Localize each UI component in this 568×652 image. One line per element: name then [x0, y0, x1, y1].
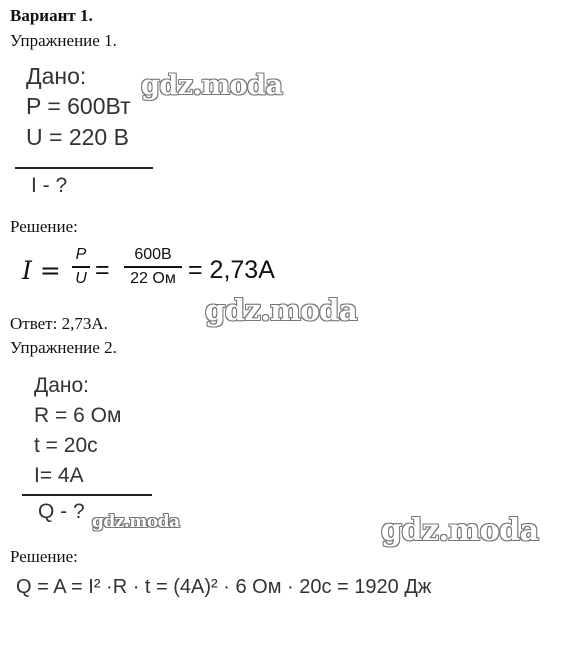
ex1-given-voltage: U = 220 В: [26, 124, 129, 150]
ex1-formula-lhs: [22, 256, 61, 286]
ex2-formula: Q = A = I² ·R · t = (4A)² · 6 Ом · 20с = 1920 Дж: [16, 576, 432, 598]
ex1-frac2-denominator: 22 Ом: [130, 269, 176, 287]
ex1-equals: =: [95, 256, 110, 284]
ex2-solution-label: Решение:: [10, 547, 78, 566]
ex1-frac2-numerator: 600В: [134, 246, 172, 263]
watermark: gdz.moda: [381, 513, 539, 548]
variant-title: Вариант 1.: [10, 6, 93, 25]
ex1-given-power: P = 600Вт: [26, 93, 131, 119]
exercise-1-title: Упражнение 1.: [10, 31, 117, 50]
ex2-divider: [22, 494, 152, 496]
ex2-find: Q - ?: [38, 500, 85, 523]
ex1-given-label: Дано:: [26, 63, 87, 89]
watermark: gdz.moda: [205, 293, 358, 327]
ex1-answer: Ответ: 2,73А.: [10, 314, 108, 333]
ex2-given-current: I= 4А: [34, 464, 84, 487]
ex1-frac1-denominator: U: [75, 269, 87, 287]
ex1-result: = 2,73А: [188, 256, 275, 284]
ex1-find: I - ?: [31, 174, 68, 197]
ex1-fraction-power-over-voltage: [72, 246, 90, 288]
watermark: gdz.moda: [92, 512, 180, 532]
ex1-frac1-bar: [72, 266, 90, 268]
ex1-frac1-numerator: P: [75, 246, 87, 263]
ex2-given-resistance: R = 6 Ом: [34, 404, 122, 427]
ex2-given-label: Дано:: [34, 374, 90, 397]
ex1-divider: [15, 167, 153, 169]
ex2-given-time: t = 20с: [34, 434, 98, 457]
ex1-frac2-bar: [124, 266, 182, 268]
ex1-solution-label: Решение:: [10, 217, 78, 236]
ex1-formula-current-symbol: I =: [22, 256, 61, 285]
watermark: gdz.moda: [141, 70, 283, 101]
ex1-fraction-values: [124, 246, 182, 288]
exercise-2-title: Упражнение 2.: [10, 338, 117, 357]
